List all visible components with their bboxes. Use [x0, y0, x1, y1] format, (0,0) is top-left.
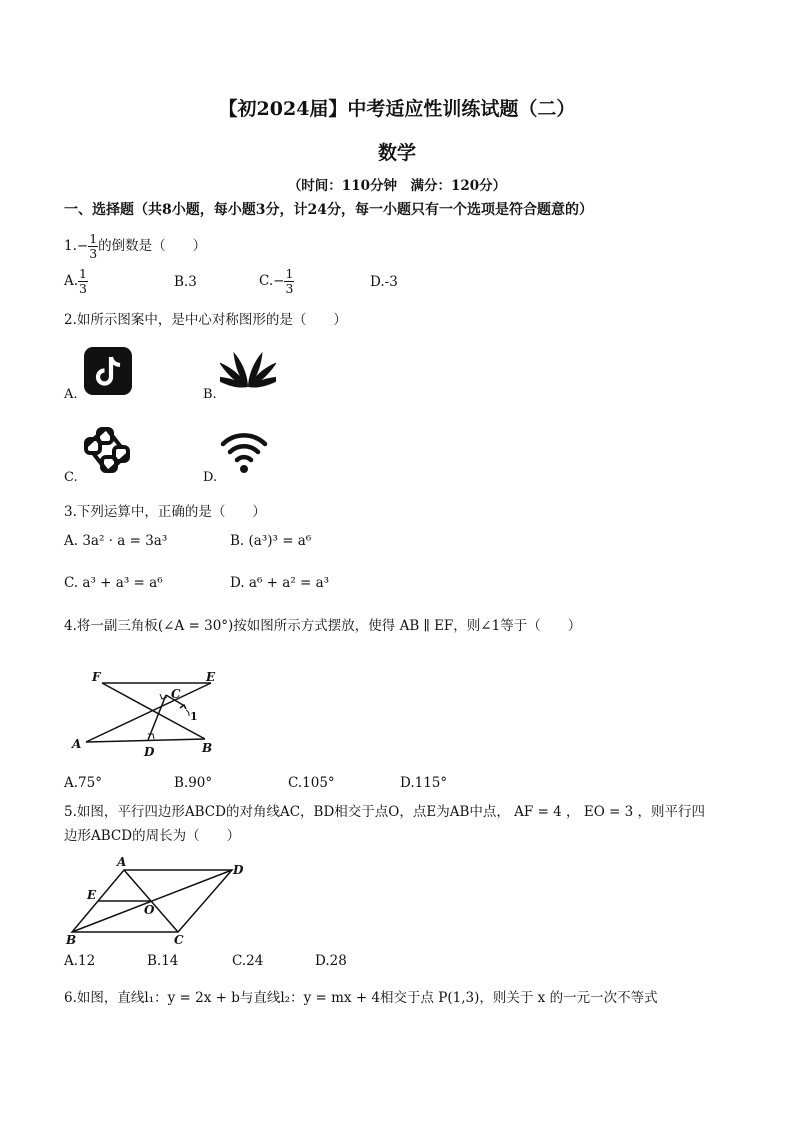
q1-opt-a-num: 1 [79, 266, 87, 281]
question-1-stem [64, 232, 206, 261]
q1-opt-c-fraction [284, 267, 294, 296]
q1-number: 1. [64, 238, 77, 254]
label-c: C [171, 687, 181, 701]
label-angle-1: 1 [190, 710, 198, 723]
q1-opt-c-num: 1 [285, 266, 294, 281]
q1-opt-a-fraction [78, 267, 88, 296]
question-5-stem-line1: 5.如图，平行四边形ABCD的对角线AC，BD相交于点O，点E为AB中点， AF = 4 ， EO = 3 ，则平行四 [64, 804, 706, 820]
line-dc [148, 695, 166, 740]
label-b: B [66, 933, 77, 947]
q5-option-a: A.12 [64, 953, 96, 969]
q4-option-b: B.90° [174, 775, 213, 791]
huawei-logo-icon [220, 345, 276, 391]
wifi-symbol-icon [218, 428, 270, 476]
q4-figure [68, 668, 228, 760]
exam-info: （时间：110分钟 满分：120分） [287, 178, 507, 194]
question-6-stem: 6.如图，直线l₁：y = 2x + b与直线l₂：y = mx + 4相交于点 P(1,3)，则关于 x 的一元一次不等式 [64, 990, 658, 1006]
q1-minus: − [76, 238, 89, 254]
q1-frac-num: 1 [89, 231, 98, 246]
q3-option-c: C. a³ + a³ = a⁶ [64, 575, 163, 591]
q4-option-c: C.105° [288, 775, 335, 791]
section-heading: 一、选择题（共8小题，每小题3分，计24分，每一小题只有一个选项是符合题意的） [64, 202, 593, 218]
q1-opt-c-prefix: C.− [259, 273, 285, 289]
q5-option-c: C.24 [232, 953, 264, 969]
label-f: F [92, 670, 101, 684]
label-e: E [87, 888, 97, 902]
q1-opt-a-den: 3 [79, 281, 87, 296]
q2-option-a-label: A. [64, 387, 78, 402]
q5-figure [62, 852, 252, 947]
q1-opt-a-prefix: A. [64, 273, 79, 289]
q1-option-d: D.-3 [370, 274, 398, 290]
label-d: D [233, 863, 244, 877]
q1-option-c [259, 267, 294, 296]
label-a: A [72, 737, 82, 751]
line-ab [86, 739, 205, 742]
q4-option-d: D.115° [400, 775, 448, 791]
q2-option-d-label: D. [203, 470, 218, 485]
q5-option-b: B.14 [147, 953, 179, 969]
q1-option-a [64, 267, 88, 296]
subject-title: 数学 [377, 142, 416, 164]
q4-option-a: A.75° [64, 775, 102, 791]
q2-option-c-label: C. [64, 470, 78, 485]
knot-symbol-icon [80, 425, 136, 477]
question-2-stem: 2.如所示图案中，是中心对称图形的是（ ） [64, 312, 347, 328]
question-4-stem: 4.将一副三角板(∠A = 30°)按如图所示方式摆放，使得 AB ∥ EF，则∠1等于（ ） [64, 618, 582, 634]
label-o: O [144, 903, 155, 917]
label-a: A [117, 855, 127, 869]
q1-option-b: B.3 [174, 274, 197, 290]
q3-option-a: A. 3a² · a = 3a³ [64, 533, 168, 549]
page-title: 【初2024届】中考适应性训练试题（二） [218, 98, 576, 120]
q1-fraction [88, 232, 98, 261]
q3-option-d: D. a⁶ + a² = a³ [230, 575, 330, 591]
q5-option-d: D.28 [315, 953, 347, 969]
q1-stem-text: 的倒数是（ ） [98, 238, 207, 254]
label-d: D [144, 745, 155, 759]
label-c: C [174, 933, 184, 947]
q3-option-b: B. (a³)³ = a⁶ [230, 533, 312, 549]
tiktok-logo-icon [82, 345, 134, 397]
q2-option-b-label: B. [203, 387, 217, 402]
label-e: E [206, 670, 216, 684]
q1-frac-den: 3 [89, 246, 98, 261]
q1-opt-c-den: 3 [285, 281, 294, 296]
question-5-stem-line2: 边形ABCD的周长为（ ） [64, 828, 241, 844]
label-b: B [202, 741, 213, 755]
question-3-stem: 3.下列运算中，正确的是（ ） [64, 504, 266, 520]
